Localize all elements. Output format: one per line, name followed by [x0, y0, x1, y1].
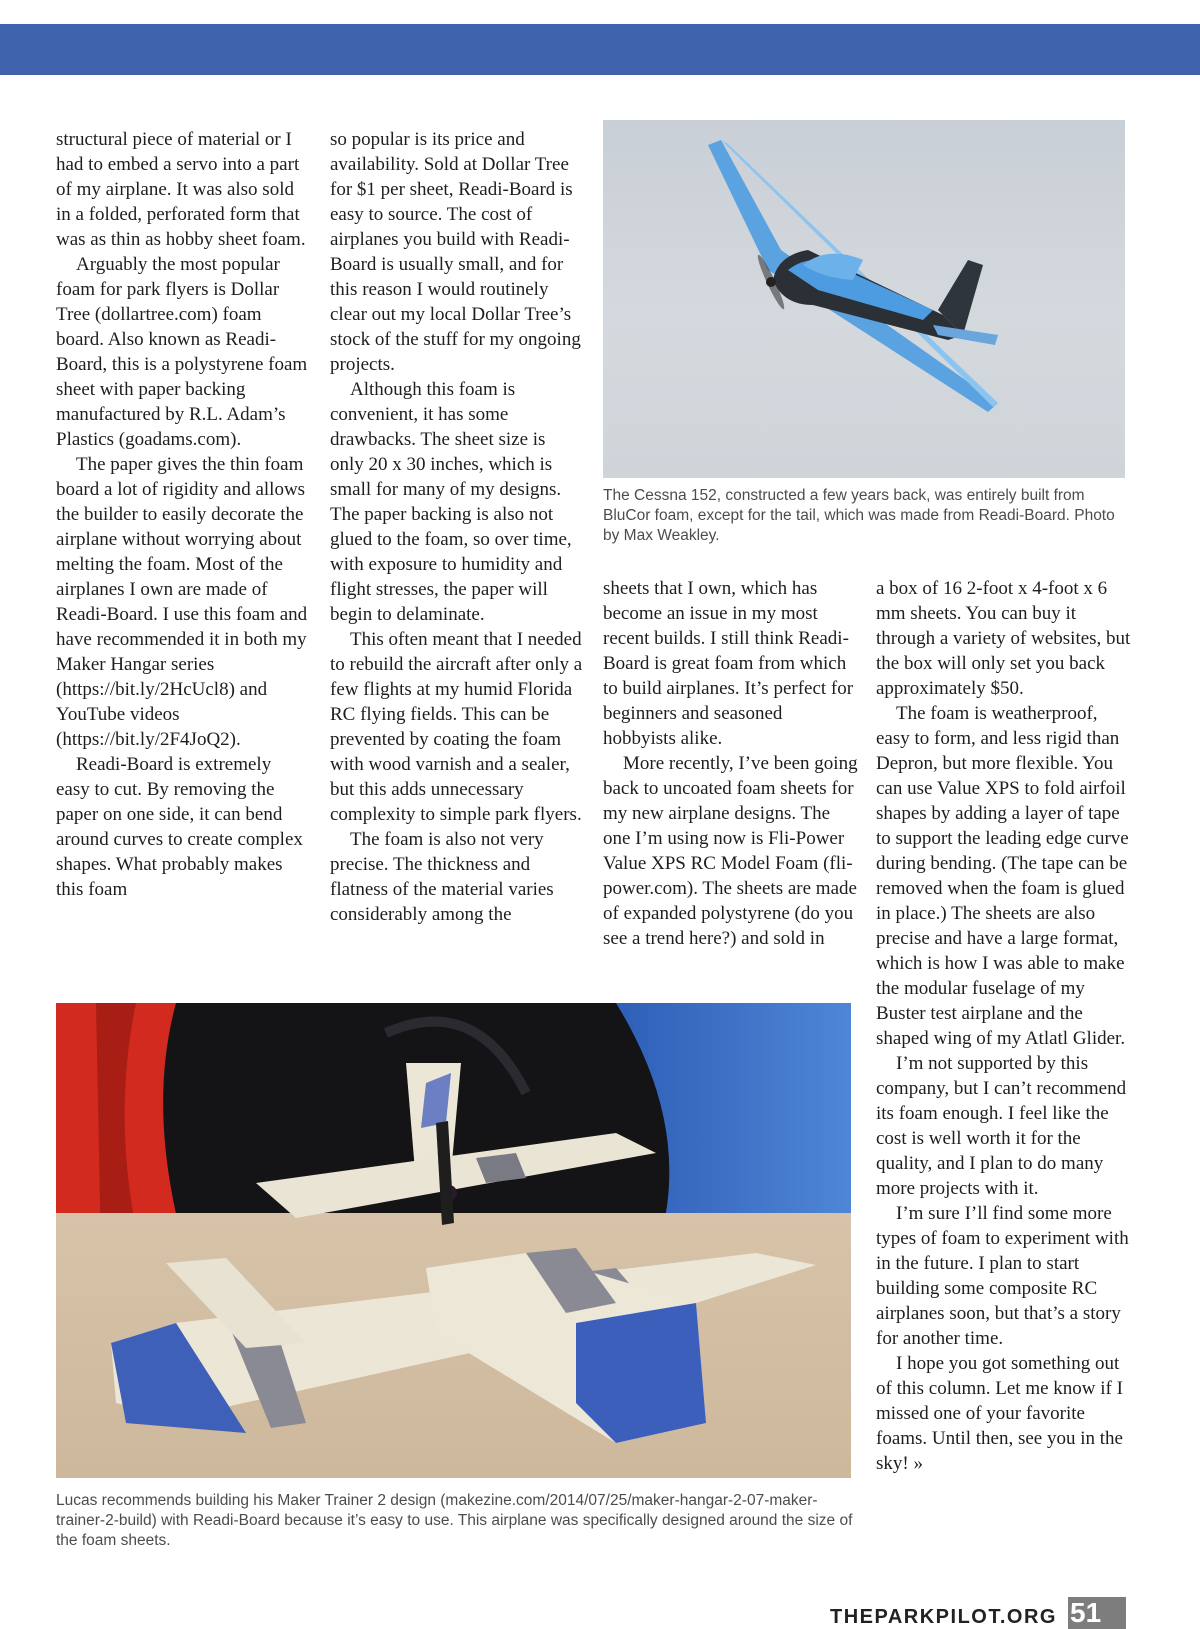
- paragraph: The foam is weatherproof, easy to form, and less rigid than Depron, but more flexible. You can use Value XPS to fold airfoil shapes by adding a layer of tape to support the leading edge curve during bending. (The tape can be removed when the foam is glued in place.) The sheets are also precise and have a large format, which is how I was able to make the modular fuselage of my Buster test airplane and the shaped wing of my Atlatl Glider.: [876, 703, 1129, 1049]
- airplane-in-flight-illustration: [603, 120, 1125, 478]
- paragraph: so popular is its price and availability. Sold at Dollar Tree for $1 per sheet, Readi-Board is easy to source. The cost of airplanes you build with Readi-Board is usually small, and for this reason I would routinely clear out my local Dollar Tree’s stock of the stuff for my ongoing projects.: [330, 129, 581, 375]
- article-column-2: [330, 127, 583, 927]
- paragraph: The paper gives the thin foam board a lot of rigidity and allows the builder to easily decorate the airplane without worrying about melting the foam. Most of the airplanes I own are made of Readi-Board. I use this foam and have recommended it in both my Maker Hangar series (https://bit.ly/2HcUcl8) and YouTube videos (https://bit.ly/2F4JoQ2).: [56, 454, 308, 750]
- paragraph: More recently, I’ve been going back to uncoated foam sheets for my new airplane designs. The one I’m using now is Fli-Power Value XPS RC Model Foam (fli-power.com). The sheets are made of expanded polystyrene (do you see a trend here?) and sold in: [603, 753, 858, 949]
- photo-caption: The Cessna 152, constructed a few years back, was entirely built from BluCor foam, except for the tail, which was made from Readi-Board. Photo by Max Weakley.: [603, 487, 1115, 544]
- paragraph: The foam is also not very precise. The thickness and flatness of the material varies considerably among the: [330, 829, 554, 925]
- paragraph: I’m sure I’ll find some more types of foam to experiment with in the future. I plan to start building some composite RC airplanes soon, but that’s a story for another time.: [876, 1203, 1129, 1349]
- paragraph: Readi-Board is extremely easy to cut. By removing the paper on one side, it can bend around curves to create complex shapes. What probably makes this foam: [56, 754, 303, 900]
- paragraph: a box of 16 2-foot x 4-foot x 6 mm sheets. You can buy it through a variety of websites, but the box will only set you back approximately $50.: [876, 578, 1131, 699]
- paragraph: Arguably the most popular foam for park flyers is Dollar Tree (dollartree.com) foam board. Also known as Readi-Board, this is a polystyrene foam sheet with paper backing manufactured by R.L. Adam’s Plastics (goadams.com).: [56, 254, 308, 450]
- footer-website: THEPARKPILOT.ORG: [830, 1606, 1057, 1628]
- page-number: 51: [1070, 1597, 1102, 1628]
- paragraph: Although this foam is convenient, it has some drawbacks. The sheet size is only 20 x 30 inches, which is small for many of my designs. The paper backing is also not glued to the foam, so over time, with exposure to humidity and flight stresses, the paper will begin to delaminate.: [330, 379, 572, 625]
- maker-trainer-2-photo: [56, 1003, 851, 1478]
- photo-caption: Lucas recommends building his Maker Trainer 2 design (makezine.com/2014/07/25/maker-hangar-2-07-maker-trainer-2-build) with Readi-Board because it’s easy to use. This airplane was specifically designed around the size of the foam sheets.: [56, 1492, 853, 1549]
- article-column-1: [56, 127, 309, 902]
- article-column-4: [876, 576, 1136, 1476]
- cessna-152-photo: [603, 120, 1125, 478]
- header-color-band: [0, 24, 1200, 75]
- article-column-3: [603, 576, 858, 951]
- paragraph: structural piece of material or I had to embed a servo into a part of my airplane. It was also sold in a folded, perforated form that was as thin as hobby sheet foam.: [56, 129, 306, 250]
- paragraph: This often meant that I needed to rebuild the aircraft after only a few flights at my humid Florida RC flying fields. This can be prevented by coating the foam with wood varnish and a sealer, but this adds unnecessary complexity to simple park flyers.: [330, 629, 583, 825]
- paragraph: I hope you got something out of this column. Let me know if I missed one of your favorite foams. Until then, see you in the sky! »: [876, 1353, 1123, 1474]
- paragraph: I’m not supported by this company, but I can’t recommend its foam enough. I feel like the cost is well worth it for the quality, and I plan to do many more projects with it.: [876, 1053, 1127, 1199]
- paragraph: sheets that I own, which has become an issue in my most recent builds. I still think Readi-Board is great foam from which to build airplanes. It’s perfect for beginners and seasoned hobbyists alike.: [603, 578, 854, 749]
- model-airplane-on-table-illustration: [56, 1003, 851, 1478]
